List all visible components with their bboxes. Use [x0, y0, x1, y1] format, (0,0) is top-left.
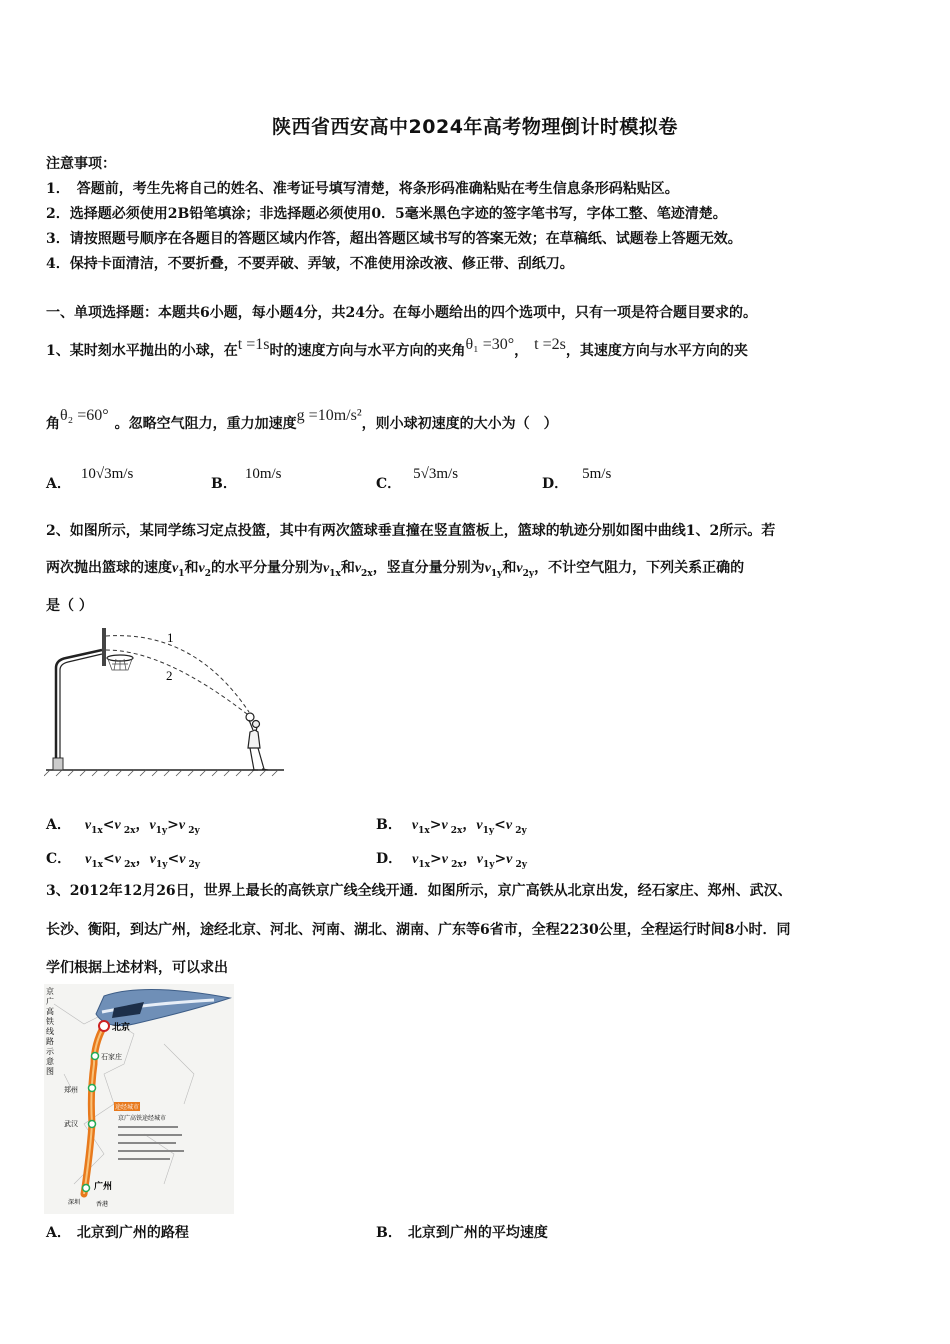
city-label: 北京 — [112, 1022, 131, 1032]
svg-text:路: 路 — [46, 1037, 54, 1046]
city-label: 广州 — [94, 1181, 113, 1191]
svg-text:铁: 铁 — [46, 1017, 54, 1026]
basketball-figure — [44, 620, 304, 780]
notice-item: 2．选择题必须使用2B铅笔填涂；非选择题必须使用0．5毫米黑色字迹的签字笔书写，字体工整、笔迹清楚。 — [46, 206, 727, 222]
rail-map-figure — [44, 984, 234, 1214]
pole-base — [53, 758, 63, 770]
q3-option-b[interactable]: B． 北京到广州的平均速度 — [376, 1225, 548, 1241]
q1-text: ， — [514, 343, 529, 359]
q1-text: 1、某时刻水平抛出的小球，在 — [46, 343, 238, 359]
svg-text:高: 高 — [46, 1007, 54, 1016]
city-label: 香港 — [96, 1202, 109, 1208]
q1-text: 时的速度方向与水平方向的夹角 — [269, 343, 466, 359]
trajectory-2 — [106, 650, 247, 714]
q1-math-t2: t =2s — [534, 336, 566, 353]
q1-option-d[interactable]: D．5m/s — [542, 466, 612, 492]
q1-option-c[interactable]: C．5√3m/s — [376, 466, 459, 492]
question-2-line-2: 两次抛出篮球的速度$v_1$和$v_2$的水平分量分别为$v_{1x}$和$v_{2x}$，竖直分量分别为$v_{1y}$和$v_{2y}$，不计空气阻力，下列关系正确的 — [46, 560, 745, 579]
curve-2-label: 2 — [166, 668, 173, 683]
q2-option-d[interactable]: D． $v_{1x}>v$ $_{2x}$，$v_{1y}>v$ $_{2y}$ — [376, 851, 528, 870]
question-1-line-2 — [46, 407, 558, 433]
hoop-pole-inner — [60, 654, 102, 758]
map-title-char: 京 — [46, 987, 54, 996]
q2-option-a[interactable]: A． $v_{1x}<v$ $_{2x}$，$v_{1y}>v$ $_{2y}$ — [46, 817, 200, 836]
svg-text:示: 示 — [46, 1047, 54, 1056]
city-label: 深圳 — [68, 1200, 81, 1206]
notice-item: 3．请按照题号顺序在各题目的答题区域内作答，超出答题区域书写的答案无效；在草稿纸、试题卷上答题无效。 — [46, 231, 742, 247]
q1-math-theta2: θ₂ =60° — [60, 407, 109, 424]
curve-1-label: 1 — [167, 630, 174, 645]
question-3-line-1: 3、2012年12月26日，世界上最长的高铁京广线全线开通．如图所示，京广高铁从北京出发，经石家庄、郑州、武汉、 — [46, 883, 792, 899]
player-figure — [246, 713, 268, 770]
q1-options — [46, 463, 906, 493]
notice-item: 4．保持卡面清洁，不要折叠，不要弄破、弄皱，不准使用涂改液、修正带、刮纸刀。 — [46, 256, 574, 272]
city-label: 武汉 — [64, 1120, 78, 1128]
q3-option-a[interactable]: A． 北京到广州的路程 — [46, 1225, 189, 1241]
q2-option-c[interactable]: C． $v_{1x}<v$ $_{2x}$，$v_{1y}<v$ $_{2y}$ — [46, 851, 201, 870]
q1-math-t1: t =1s — [237, 336, 270, 353]
svg-text:途经城市: 途经城市 — [115, 1105, 140, 1111]
ground-hatch — [44, 770, 278, 776]
question-2-line-3: 是（ ） — [46, 598, 93, 614]
notice-heading: 注意事项： — [46, 156, 116, 172]
page-title: 陕西省西安高中2024年高考物理倒计时模拟卷 — [272, 116, 678, 138]
q1-math-g: g =10m/s² — [296, 407, 362, 424]
q1-option-b[interactable]: B．10m/s — [211, 466, 282, 492]
legend-title: 京广高铁途经城市 — [118, 1116, 167, 1122]
city-label: 石家庄 — [101, 1053, 122, 1061]
city-label: 郑州 — [64, 1086, 78, 1094]
svg-text:图: 图 — [46, 1067, 54, 1076]
notice-item: 1． 答题前，考生先将自己的姓名、准考证号填写清楚，将条形码准确粘贴在考生信息条形码粘贴区。 — [46, 181, 679, 197]
q1-text: 角 — [46, 416, 60, 432]
section-heading: 一、单项选择题：本题共6小题，每小题4分，共24分。在每小题给出的四个选项中，只有一项是符合题目要求的。 — [46, 305, 757, 321]
hoop-pole — [56, 650, 102, 758]
question-3-line-2: 长沙、衡阳，到达广州，途经北京、河北、河南、湖北、湖南、广东等6省市，全程2230公里，全程运行时间8小时．同 — [46, 922, 791, 938]
trajectory-1 — [106, 636, 249, 712]
svg-text:线: 线 — [46, 1027, 54, 1036]
q2-option-b[interactable]: B． $v_{1x}>v$ $_{2x}$，$v_{1y}<v$ $_{2y}$ — [376, 817, 527, 836]
svg-text:意: 意 — [46, 1057, 54, 1066]
q1-math-theta1: θ₁ =30° — [465, 336, 515, 353]
q1-text: ，其速度方向与水平方向的夹 — [565, 343, 748, 359]
q1-option-a[interactable]: A．10√3m/s — [46, 466, 134, 492]
backboard — [102, 628, 106, 666]
svg-text:广: 广 — [46, 997, 54, 1006]
q1-text: ，则小球初速度的大小为（ ） — [361, 416, 558, 432]
question-2-line-1: 2、如图所示，某同学练习定点投篮，其中有两次篮球垂直撞在竖直篮板上，篮球的轨迹分别如图中曲线1、2所示。若 — [46, 523, 776, 539]
question-3-line-3: 学们根据上述材料，可以求出 — [46, 960, 228, 976]
q1-text: 。忽略空气阻力，重力加速度 — [114, 416, 297, 432]
question-1-line-1 — [46, 336, 748, 360]
